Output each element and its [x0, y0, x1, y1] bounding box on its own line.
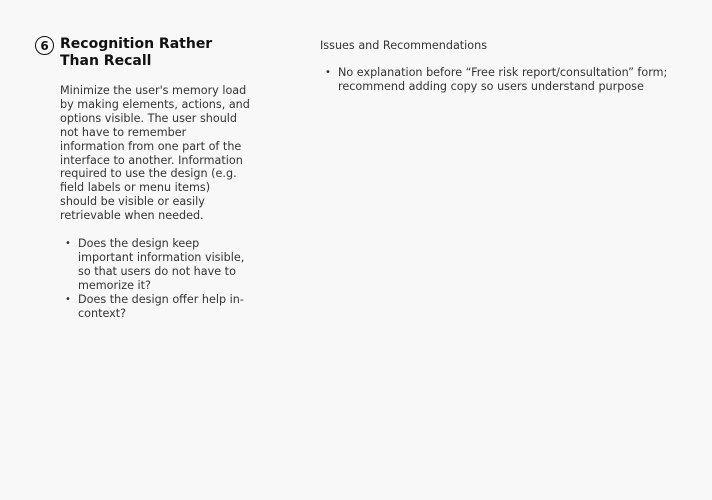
- heuristic-questions-list: [60, 237, 250, 320]
- question-item: • Does the design offer help in-context?: [60, 293, 250, 321]
- issues-heading: Issues and Recommendations: [320, 39, 488, 52]
- heuristic-description: Minimize the user's memory load by making elements, actions, and options visible. The user should not have to remember information from one part of the interface to another. Information required to use the design (e.g. field labels or menu items) should be visible or easily retrievable when needed.: [60, 84, 250, 223]
- issues-column: [320, 39, 680, 94]
- heuristic-heading: [35, 36, 250, 70]
- issues-list: [320, 66, 680, 94]
- heuristic-title: Recognition Rather Than Recall: [60, 36, 213, 69]
- issue-item: • No explanation before “Free risk report/consultation” form; recommend adding copy so users understand purpose: [320, 66, 680, 94]
- question-item: • Does the design keep important information visible, so that users do not have to memorize it?: [60, 237, 250, 293]
- heuristic-number-badge: 6: [35, 36, 54, 55]
- heuristic-column: [35, 36, 250, 321]
